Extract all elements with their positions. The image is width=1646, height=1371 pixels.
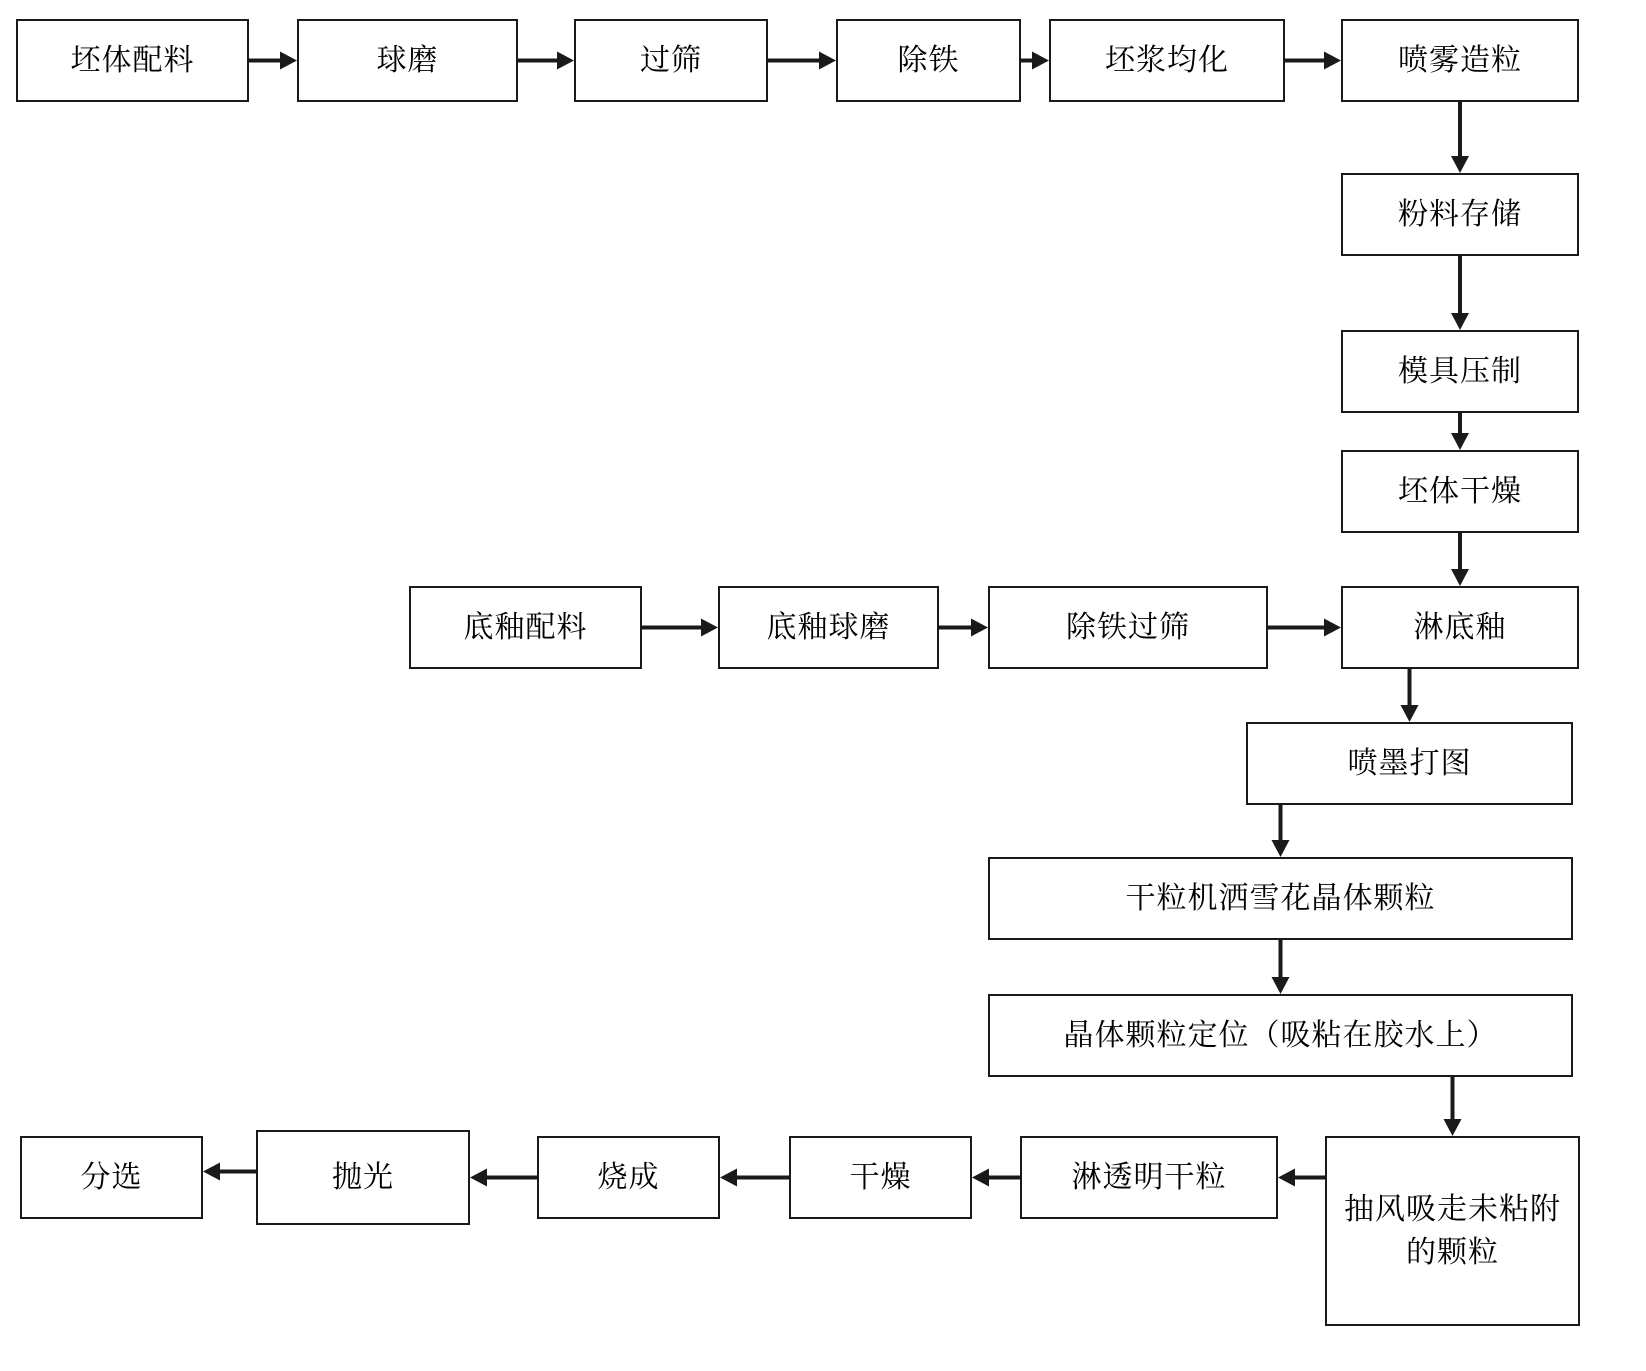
- arrow-n4-to-n5: [1021, 52, 1049, 70]
- process-node-n1: [16, 19, 249, 102]
- process-node-label: 淋底釉: [1413, 610, 1507, 644]
- arrow-n10-to-n14: [1401, 669, 1419, 722]
- process-node-n9: [1341, 450, 1579, 533]
- process-node-n4: [836, 19, 1021, 102]
- process-node-n18: [1020, 1136, 1278, 1219]
- process-node-n8: [1341, 330, 1579, 413]
- process-node-label: 晶体颗粒定位（吸粘在胶水上）: [1063, 1018, 1498, 1052]
- process-node-n12: [718, 586, 939, 669]
- process-node-label: 除铁: [897, 43, 960, 77]
- process-node-label: 模具压制: [1398, 354, 1522, 388]
- arrow-n11-to-n12: [642, 619, 718, 637]
- process-node-label: 球磨: [376, 43, 439, 77]
- process-node-label: 过筛: [640, 43, 702, 77]
- arrow-n8-to-n9: [1451, 413, 1469, 450]
- arrow-n5-to-n6: [1285, 52, 1341, 70]
- arrow-n20-to-n21: [470, 1169, 537, 1187]
- arrow-n1-to-n2: [249, 52, 297, 70]
- arrow-n9-to-n10: [1451, 533, 1469, 586]
- process-node-label: 淋透明干粒: [1071, 1160, 1227, 1194]
- arrow-n21-to-n22: [203, 1163, 256, 1181]
- process-node-n5: [1049, 19, 1285, 102]
- arrow-n12-to-n13: [939, 619, 988, 637]
- process-node-n7: [1341, 173, 1579, 256]
- arrow-n3-to-n4: [768, 52, 836, 70]
- arrow-n14-to-n15: [1272, 805, 1290, 857]
- process-node-label: 粉料存储: [1398, 197, 1522, 231]
- arrow-n16-to-n17: [1444, 1077, 1462, 1136]
- process-node-label: 坯体配料: [70, 43, 195, 77]
- process-node-label: 干粒机洒雪花晶体颗粒: [1125, 881, 1436, 915]
- process-node-n13: [988, 586, 1268, 669]
- arrow-n7-to-n8: [1451, 256, 1469, 330]
- arrow-n17-to-n18: [1278, 1169, 1325, 1187]
- process-node-n11: [409, 586, 642, 669]
- process-node-n17: [1325, 1136, 1580, 1326]
- process-node-n20: [537, 1136, 720, 1219]
- process-node-n21: [256, 1130, 470, 1225]
- arrow-n18-to-n19: [972, 1169, 1020, 1187]
- process-node-n15: [988, 857, 1573, 940]
- process-node-n19: [789, 1136, 972, 1219]
- process-node-label: 除铁过筛: [1066, 610, 1190, 644]
- process-node-label: 喷墨打图: [1347, 746, 1472, 780]
- arrow-n19-to-n20: [720, 1169, 789, 1187]
- process-node-n10: [1341, 586, 1579, 669]
- process-node-n14: [1246, 722, 1573, 805]
- process-node-label: 底釉球磨: [766, 610, 891, 644]
- process-node-n6: [1341, 19, 1579, 102]
- arrow-n6-to-n7: [1451, 102, 1469, 173]
- arrow-n13-to-n10: [1268, 619, 1341, 637]
- process-node-n22: [20, 1136, 203, 1219]
- process-node-n16: [988, 994, 1573, 1077]
- process-node-label: 烧成: [597, 1160, 660, 1194]
- process-node-n2: [297, 19, 518, 102]
- process-node-label: 喷雾造粒: [1398, 43, 1522, 77]
- process-node-label: 抛光: [332, 1160, 394, 1194]
- arrow-n2-to-n3: [518, 52, 574, 70]
- arrow-n15-to-n16: [1272, 940, 1290, 994]
- process-node-label: 坯体干燥: [1398, 474, 1522, 508]
- process-node-label: 坯浆均化: [1105, 43, 1229, 77]
- process-node-label: 抽风吸走未粘附的颗粒: [1344, 1192, 1561, 1269]
- process-node-n3: [574, 19, 768, 102]
- process-node-label: 分选: [80, 1160, 143, 1194]
- process-node-label: 干燥: [849, 1160, 912, 1194]
- process-node-label: 底釉配料: [463, 610, 588, 644]
